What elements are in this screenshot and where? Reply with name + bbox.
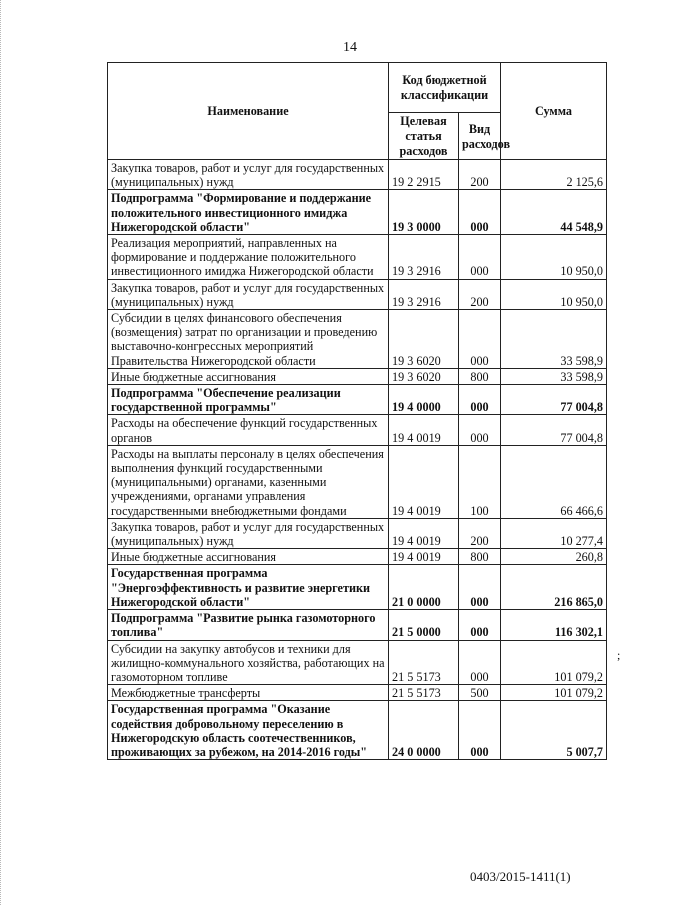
row-type-cell: 000 bbox=[459, 235, 501, 280]
row-sum-cell: 77 004,8 bbox=[501, 385, 607, 415]
row-sum-cell: 2 125,6 bbox=[501, 160, 607, 190]
row-code-cell: 19 4 0019 bbox=[389, 549, 459, 565]
row-name-cell: Подпрограмма "Развитие рынка газомоторного топлива" bbox=[108, 610, 389, 640]
row-name-cell: Межбюджетные трансферты bbox=[108, 685, 389, 701]
row-type-cell: 000 bbox=[459, 610, 501, 640]
row-name-cell: Иные бюджетные ассигнования bbox=[108, 368, 389, 384]
row-type-cell: 000 bbox=[459, 415, 501, 445]
table-row bbox=[108, 685, 607, 701]
table-row bbox=[108, 235, 607, 280]
table-row bbox=[108, 385, 607, 415]
row-name-cell: Расходы на обеспечение функций государственных органов bbox=[108, 415, 389, 445]
row-name-cell: Расходы на выплаты персоналу в целях обеспечения выполнения функций государственными (муниципальными) органами, казенными учреждениями, органами управления государственными внебюджетными фондами bbox=[108, 445, 389, 518]
row-name-cell: Субсидии на закупку автобусов и техники для жилищно-коммунального хозяйства, работающих на газомоторном топливе bbox=[108, 640, 389, 685]
table-row bbox=[108, 518, 607, 548]
table-row bbox=[108, 445, 607, 518]
row-name-cell: Закупка товаров, работ и услуг для государственных (муниципальных) нужд bbox=[108, 279, 389, 309]
row-sum-cell: 10 950,0 bbox=[501, 235, 607, 280]
row-name-cell: Реализация мероприятий, направленных на формирование и поддержание положительного инвестиционного имиджа Нижегородской области bbox=[108, 235, 389, 280]
row-code-cell: 21 5 5173 bbox=[389, 640, 459, 685]
header-code-target: Целевая статья расходов bbox=[389, 113, 459, 160]
row-type-cell: 000 bbox=[459, 310, 501, 369]
row-sum-cell: 77 004,8 bbox=[501, 415, 607, 445]
row-code-cell: 21 5 0000 bbox=[389, 610, 459, 640]
row-type-cell: 200 bbox=[459, 279, 501, 309]
table-row bbox=[108, 701, 607, 760]
row-code-cell: 24 0 0000 bbox=[389, 701, 459, 760]
row-code-cell: 19 3 6020 bbox=[389, 368, 459, 384]
scan-edge bbox=[0, 0, 4, 905]
row-type-cell: 800 bbox=[459, 368, 501, 384]
row-sum-cell: 260,8 bbox=[501, 549, 607, 565]
row-name-cell: Подпрограмма "Формирование и поддержание положительного инвестиционного имиджа Нижегородской области" bbox=[108, 190, 389, 235]
row-code-cell: 21 5 5173 bbox=[389, 685, 459, 701]
row-sum-cell: 33 598,9 bbox=[501, 368, 607, 384]
row-sum-cell: 216 865,0 bbox=[501, 565, 607, 610]
row-type-cell: 500 bbox=[459, 685, 501, 701]
side-mark: ; bbox=[617, 648, 621, 662]
budget-table bbox=[107, 62, 607, 760]
row-type-cell: 800 bbox=[459, 549, 501, 565]
row-code-cell: 19 4 0019 bbox=[389, 518, 459, 548]
table-row bbox=[108, 368, 607, 384]
row-name-cell: Иные бюджетные ассигнования bbox=[108, 549, 389, 565]
row-code-cell: 21 0 0000 bbox=[389, 565, 459, 610]
row-name-cell: Закупка товаров, работ и услуг для государственных (муниципальных) нужд bbox=[108, 518, 389, 548]
row-type-cell: 000 bbox=[459, 640, 501, 685]
row-sum-cell: 33 598,9 bbox=[501, 310, 607, 369]
row-type-cell: 200 bbox=[459, 518, 501, 548]
table-row bbox=[108, 310, 607, 369]
table-row bbox=[108, 279, 607, 309]
header-code-type: Вид расходов bbox=[459, 113, 501, 160]
row-code-cell: 19 3 2916 bbox=[389, 235, 459, 280]
page-number: 14 bbox=[343, 40, 357, 55]
row-type-cell: 100 bbox=[459, 445, 501, 518]
table-body bbox=[108, 160, 607, 760]
header-sum: Сумма bbox=[501, 63, 607, 160]
row-code-cell: 19 4 0000 bbox=[389, 385, 459, 415]
row-code-cell: 19 3 2916 bbox=[389, 279, 459, 309]
row-sum-cell: 5 007,7 bbox=[501, 701, 607, 760]
row-code-cell: 19 4 0019 bbox=[389, 415, 459, 445]
table-row bbox=[108, 190, 607, 235]
row-name-cell: Закупка товаров, работ и услуг для государственных (муниципальных) нужд bbox=[108, 160, 389, 190]
table-row bbox=[108, 549, 607, 565]
table-row bbox=[108, 415, 607, 445]
row-sum-cell: 66 466,6 bbox=[501, 445, 607, 518]
row-code-cell: 19 3 0000 bbox=[389, 190, 459, 235]
row-code-cell: 19 4 0019 bbox=[389, 445, 459, 518]
table-row bbox=[108, 640, 607, 685]
row-sum-cell: 101 079,2 bbox=[501, 685, 607, 701]
row-type-cell: 200 bbox=[459, 160, 501, 190]
row-type-cell: 000 bbox=[459, 701, 501, 760]
row-code-cell: 19 3 6020 bbox=[389, 310, 459, 369]
row-sum-cell: 116 302,1 bbox=[501, 610, 607, 640]
document-id: 0403/2015-1411(1) bbox=[470, 869, 571, 884]
row-name-cell: Субсидии в целях финансового обеспечения (возмещения) затрат по организации и проведению выставочно-конгрессных мероприятий Правительства Нижегородской области bbox=[108, 310, 389, 369]
row-name-cell: Государственная программа "Энергоэффективность и развитие энергетики Нижегородской области" bbox=[108, 565, 389, 610]
row-code-cell: 19 2 2915 bbox=[389, 160, 459, 190]
header-code-group: Код бюджетной классификации bbox=[389, 63, 501, 113]
row-sum-cell: 44 548,9 bbox=[501, 190, 607, 235]
row-name-cell: Государственная программа "Оказание содействия добровольному переселению в Нижегородскую область соотечественников, проживающих за рубежом, на 2014-2016 годы" bbox=[108, 701, 389, 760]
row-sum-cell: 101 079,2 bbox=[501, 640, 607, 685]
row-type-cell: 000 bbox=[459, 190, 501, 235]
row-sum-cell: 10 950,0 bbox=[501, 279, 607, 309]
table-row bbox=[108, 160, 607, 190]
row-type-cell: 000 bbox=[459, 565, 501, 610]
row-sum-cell: 10 277,4 bbox=[501, 518, 607, 548]
row-name-cell: Подпрограмма "Обеспечение реализации государственной программы" bbox=[108, 385, 389, 415]
header-name: Наименование bbox=[108, 63, 389, 160]
table-row bbox=[108, 610, 607, 640]
row-type-cell: 000 bbox=[459, 385, 501, 415]
table-row bbox=[108, 565, 607, 610]
